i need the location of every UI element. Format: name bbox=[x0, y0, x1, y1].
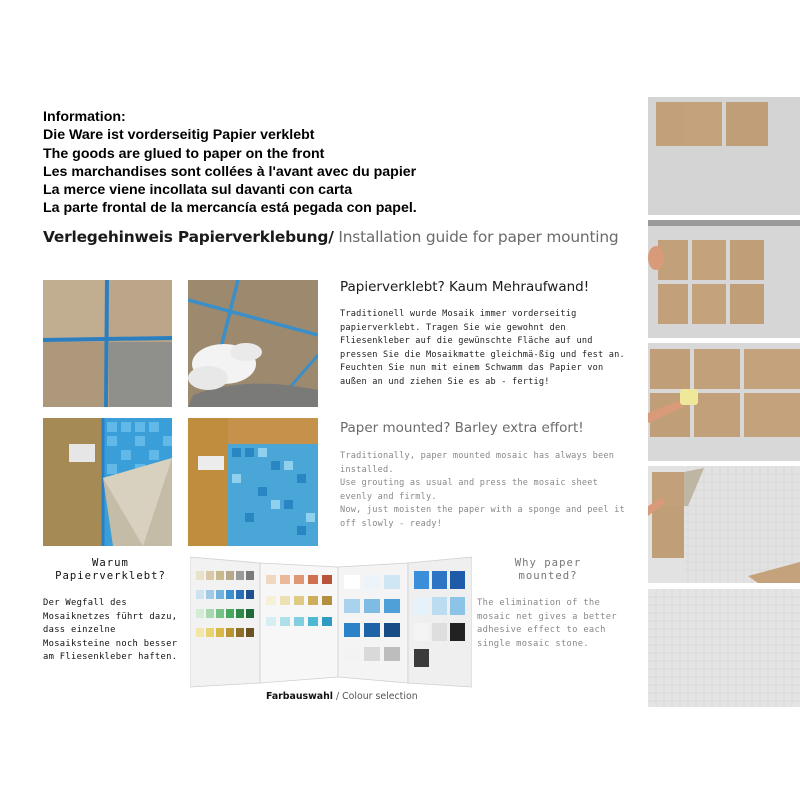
photo-pressing-mosaic-mat bbox=[188, 280, 318, 407]
catalog-swatch bbox=[344, 623, 360, 637]
catalog-swatch bbox=[280, 575, 290, 584]
section-en-heading: Paper mounted? Barley extra effort! bbox=[340, 420, 584, 436]
catalog-swatch bbox=[216, 590, 224, 599]
catalog-swatch bbox=[236, 590, 244, 599]
catalog-swatch bbox=[414, 649, 429, 667]
catalog-swatch bbox=[236, 628, 244, 637]
catalog-swatch bbox=[196, 590, 204, 599]
catalog-caption-en: / Colour selection bbox=[332, 691, 418, 702]
guide-title-en: Installation guide for paper mounting bbox=[333, 228, 619, 246]
catalog-swatch bbox=[226, 571, 234, 580]
catalog-swatch bbox=[414, 623, 429, 641]
why-en-heading bbox=[493, 557, 603, 583]
catalog-swatch bbox=[308, 596, 318, 605]
catalog-swatch bbox=[384, 623, 400, 637]
catalog-swatch bbox=[384, 599, 400, 613]
catalog-swatch bbox=[344, 647, 360, 661]
step-photo-1-paper-sheets-on-wall bbox=[648, 97, 800, 215]
catalog-swatch bbox=[322, 575, 332, 584]
catalog-swatch bbox=[414, 571, 429, 589]
information-line-en: The goods are glued to paper on the front bbox=[43, 145, 325, 162]
catalog-swatch bbox=[322, 596, 332, 605]
guide-title-de: Verlegehinweis Papierverklebung/ bbox=[43, 228, 334, 246]
step-1-image bbox=[648, 97, 800, 215]
catalog-swatch bbox=[246, 609, 254, 618]
catalog-swatch bbox=[196, 609, 204, 618]
catalog-swatch bbox=[236, 609, 244, 618]
catalog-swatch bbox=[246, 571, 254, 580]
section-en-line: Use grouting as usual and press the mosaic sheet evenly and firmly. bbox=[340, 478, 598, 502]
catalog-swatch bbox=[322, 617, 332, 626]
why-de-heading bbox=[43, 557, 178, 583]
information-line-fr: Les marchandises sont collées à l'avant avec du papier bbox=[43, 163, 417, 180]
catalog-swatch bbox=[384, 647, 400, 661]
catalog-swatch bbox=[246, 628, 254, 637]
why-de-heading-line: Papierverklebt? bbox=[55, 570, 166, 583]
peeling-paper-image bbox=[43, 418, 172, 546]
catalog-swatch bbox=[206, 590, 214, 599]
catalog-swatch bbox=[206, 571, 214, 580]
catalog-swatch bbox=[294, 596, 304, 605]
paper-sheets-image bbox=[43, 280, 172, 407]
section-de-body: Traditionell wurde Mosaik immer vorderseitig papierverklebt. Tragen Sie wie gewohnt den Fliesenkleber auf die gewünschte Fläche auf und pressen Sie die Mosaikmatte gleichmä-ßig und fest an. Feuchten Sie nun mit einem Schwamm das Papier von außen an und ziehen Sie es ab - fertig! bbox=[340, 309, 625, 387]
catalog-caption bbox=[266, 691, 418, 702]
catalog-swatch bbox=[216, 609, 224, 618]
step-photo-4-peeling-paper bbox=[648, 466, 800, 583]
catalog-swatch bbox=[450, 571, 465, 589]
catalog-swatch bbox=[280, 596, 290, 605]
information-line-es: La parte frontal de la mercancía está pegada con papel. bbox=[43, 200, 417, 217]
catalog-swatch bbox=[196, 571, 204, 580]
installation-guide-title bbox=[43, 228, 619, 246]
step-3-image bbox=[648, 343, 800, 461]
photo-peeling-paper bbox=[43, 418, 172, 546]
section-en-body bbox=[340, 450, 630, 532]
catalog-panel-2-swatches bbox=[266, 575, 332, 626]
catalog-swatch bbox=[432, 597, 447, 615]
catalog-swatch bbox=[216, 571, 224, 580]
information-line-de: Die Ware ist vorderseitig Papier verklebt bbox=[43, 127, 315, 144]
catalog-swatch bbox=[432, 571, 447, 589]
catalog-swatch bbox=[432, 623, 447, 641]
colour-catalog-svg bbox=[190, 553, 472, 688]
catalog-swatch bbox=[344, 599, 360, 613]
section-en-line: Traditionally, paper mounted mosaic has always been installed. bbox=[340, 451, 615, 475]
catalog-swatch bbox=[364, 623, 380, 637]
step-4-image bbox=[648, 466, 800, 583]
catalog-swatch bbox=[280, 617, 290, 626]
catalog-swatch bbox=[206, 628, 214, 637]
why-de-heading-line: Warum bbox=[92, 557, 129, 569]
catalog-swatch bbox=[216, 628, 224, 637]
catalog-swatch bbox=[344, 575, 360, 589]
catalog-swatch bbox=[236, 571, 244, 580]
step-photo-5-finished-wall bbox=[648, 589, 800, 707]
section-en-line: Now, just moisten the paper with a sponge and peel it off slowly - ready! bbox=[340, 505, 625, 529]
catalog-swatch bbox=[384, 575, 400, 589]
catalog-swatch bbox=[308, 575, 318, 584]
step-photo-3-moistening-paper bbox=[648, 343, 800, 461]
catalog-swatch bbox=[206, 609, 214, 618]
catalog-swatch bbox=[226, 590, 234, 599]
information-block bbox=[43, 108, 603, 218]
catalog-swatch bbox=[196, 628, 204, 637]
catalog-swatch bbox=[226, 609, 234, 618]
pressing-mat-image bbox=[188, 280, 318, 407]
step-2-image bbox=[648, 220, 800, 338]
catalog-swatch bbox=[246, 590, 254, 599]
catalog-swatch bbox=[414, 597, 429, 615]
step-5-image bbox=[648, 589, 800, 707]
why-en-heading-line: Why paper bbox=[514, 557, 582, 569]
why-en-body: The elimination of the mosaic net gives a better adhesive effect to each single mosaic stone. bbox=[477, 598, 617, 649]
photo-paper-mounted-sheets bbox=[43, 280, 172, 407]
catalog-swatch bbox=[308, 617, 318, 626]
catalog-swatch bbox=[266, 575, 276, 584]
step-photo-2-pressing-sheets bbox=[648, 220, 800, 338]
catalog-caption-de: Farbauswahl bbox=[266, 691, 333, 702]
finished-mosaic-image bbox=[188, 418, 318, 546]
catalog-swatch bbox=[266, 596, 276, 605]
catalog-swatch bbox=[364, 647, 380, 661]
photo-finished-mosaic bbox=[188, 418, 318, 546]
catalog-swatch bbox=[364, 575, 380, 589]
catalog-swatch bbox=[294, 617, 304, 626]
catalog-swatch bbox=[226, 628, 234, 637]
catalog-swatch bbox=[450, 597, 465, 615]
why-de-body: Der Wegfall des Mosaiknetzes führt dazu, dass einzelne Mosaiksteine noch besser am Fliesenkleber haften. bbox=[43, 598, 178, 663]
catalog-swatch bbox=[294, 575, 304, 584]
information-line-it: La merce viene incollata sul davanti con carta bbox=[43, 182, 353, 199]
why-en-heading-line: mounted? bbox=[518, 570, 578, 583]
section-de-heading: Papierverklebt? Kaum Mehraufwand! bbox=[340, 279, 590, 295]
catalog-swatch bbox=[450, 623, 465, 641]
information-heading: Information: bbox=[43, 109, 126, 125]
catalog-swatch bbox=[364, 599, 380, 613]
colour-catalog-image bbox=[190, 553, 472, 688]
catalog-swatch bbox=[266, 617, 276, 626]
